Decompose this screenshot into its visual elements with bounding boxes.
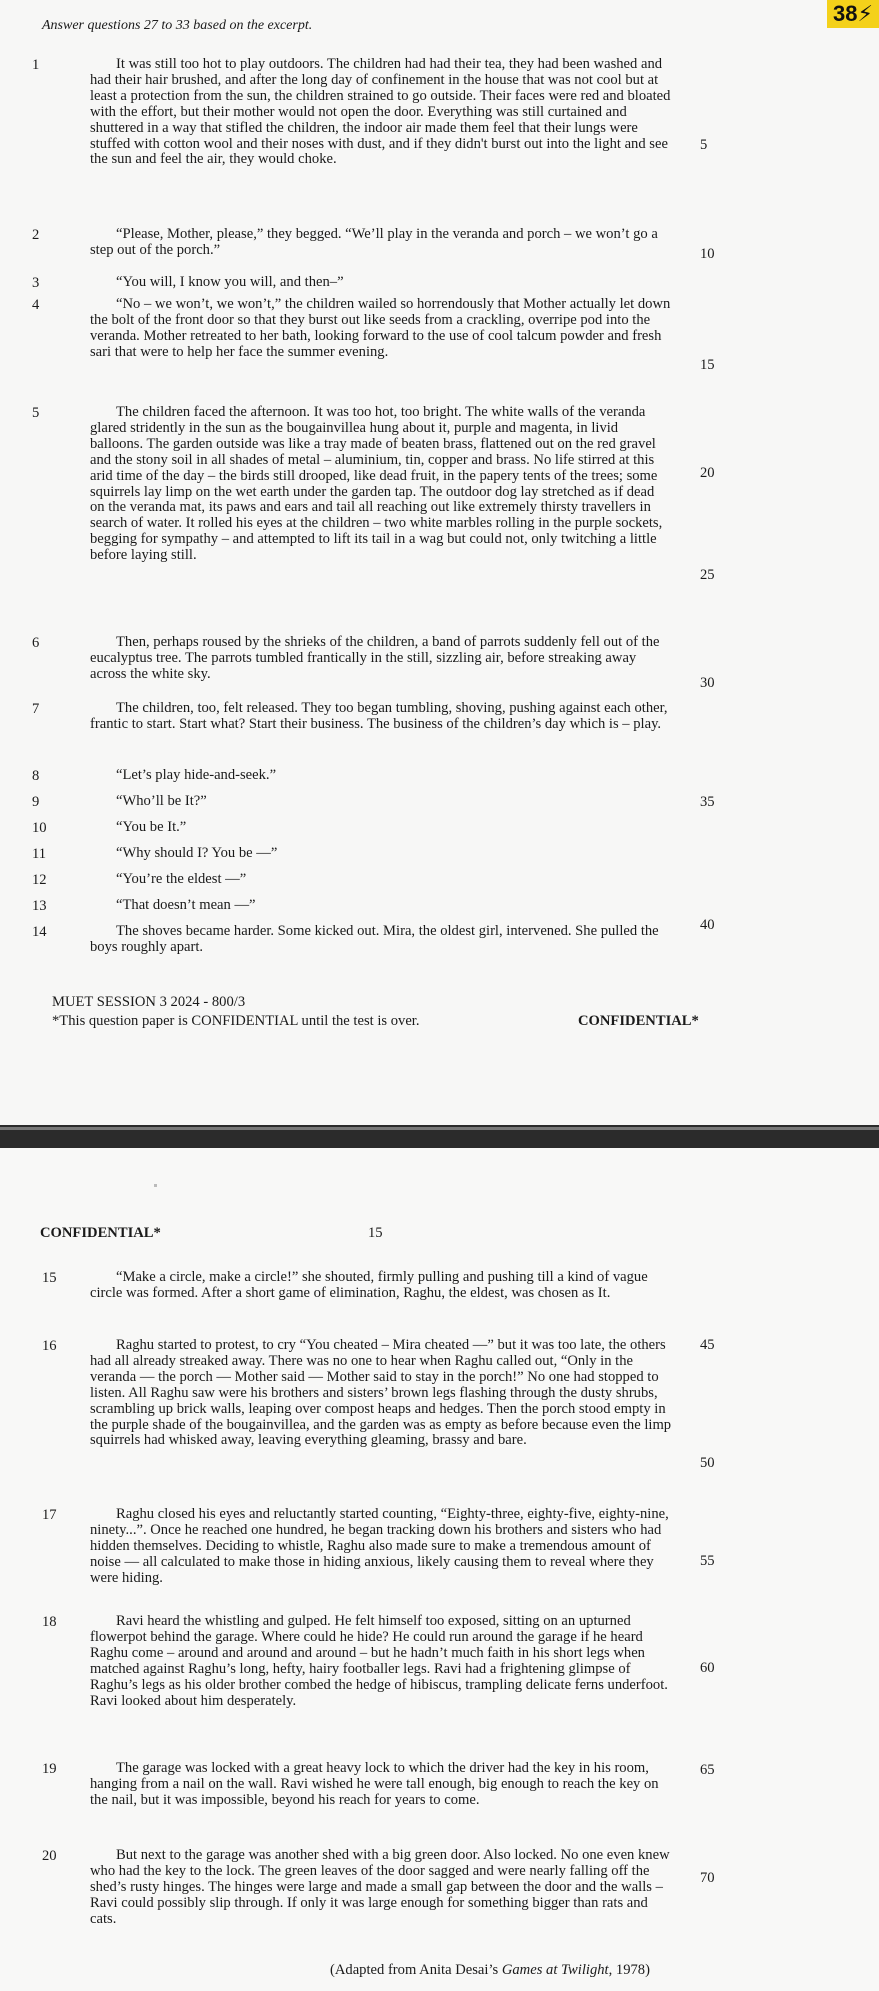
paragraph-16: Raghu started to protest, to cry “You cheated – Mira cheated —” but it was too late, the others had all already streaked away. There was no one to hear when Raghu called out, “Only in the veranda — the porch — Mother said — Mother said to stay in the porch!” No one had stopped to listen. All Raghu saw were his brothers and sisters’ brown legs flashing through the dusty shrubs, scrambling up brick walls, leaping over compost heaps and hedges. Then the porch stood empty in the purple shade of the bougainvillea, and the garden was as empty as before because even the limp squirrels had whisked away, leaving everything gleaming, brassy and bare. <box>90 1337 672 1449</box>
paragraph-number: 15 <box>42 1270 57 1286</box>
line-number: 70 <box>700 1870 715 1886</box>
paragraph-number: 14 <box>32 924 47 940</box>
line-number: 45 <box>700 1337 715 1353</box>
page-number: 15 <box>368 1225 383 1241</box>
paragraph-12: “You’re the eldest —” <box>116 871 247 887</box>
paragraph-15: “Make a circle, make a circle!” she shouted, firmly pulling and pushing till a kind of vague circle was formed. After a short game of elimination, Raghu, the eldest, was chosen as It. <box>90 1269 648 1301</box>
line-number: 65 <box>700 1762 715 1778</box>
scan-mark <box>154 1184 157 1187</box>
line-number: 60 <box>700 1660 715 1676</box>
line-number: 55 <box>700 1553 715 1569</box>
paragraph-18: Ravi heard the whistling and gulped. He felt himself too exposed, sitting on an upturned flowerpot behind the garage. Where could he hide? He could run around the garage if he heard Raghu come – around and around and around – but he hadn’t much faith in his short legs when matched against Raghu’s long, hefty, hairy footballer legs. Ravi had a frightening glimpse of Raghu’s legs as his older brother combed the hedge of hibiscus, trampling delicate ferns underfoot. Ravi looked about him desperately. <box>90 1613 668 1709</box>
paragraph-number: 8 <box>32 768 40 784</box>
paragraph-number: 2 <box>32 227 40 243</box>
paragraph-number: 7 <box>32 701 40 717</box>
line-number: 50 <box>700 1455 715 1471</box>
paragraph-5: The children faced the afternoon. It was too hot, too bright. The white walls of the veranda glared stridently in the sun as the bougainvillea hung about it, purple and magenta, in livid balloons. The garden outside was like a tray made of beaten brass, flattened out on the red gravel and the stony soil in all shades of metal – aluminium, tin, copper and brass. No life stirred at this arid time of the day – the birds still drooped, like dead fruit, in the papery tents of the trees; some squirrels lay limp on the wet earth under the garden tap. The outdoor dog lay stretched as if dead on the veranda mat, its paws and ears and tail all reaching out like extremely thirsty travellers in search of water. It rolled his eyes at the children – two white marbles rolling in the purple sockets, begging for sympathy – and attempted to lift its tail in a wag but could not, only twitching a little before laying still. <box>90 404 663 564</box>
paragraph-number: 19 <box>42 1761 57 1777</box>
line-number: 20 <box>700 465 715 481</box>
paragraph-1: It was still too hot to play outdoors. The children had had their tea, they had been washed and had their hair brushed, and after the long day of confinement in the house that was not cool but at least a protection from the sun, the children strained to go outside. Their faces were red and bloated with the effort, but their mother would not open the door. Everything was still curtained and shuttered in a way that stifled the children, the indoor air made them feel that their lungs were stuffed with cotton wool and their noses with dust, and if they didn't burst out into the light and see the sun and feel the air, they would choke. <box>90 56 671 168</box>
paragraph-8: “Let’s play hide-and-seek.” <box>116 767 277 783</box>
paragraph-20: But next to the garage was another shed with a big green door. Also locked. No one even knew who had the key to the lock. The green leaves of the door sagged and were nearly falling off the shed’s rusty hinges. The hinges were large and made a small gap between the door and the walls – Ravi could possibly slip through. If only it was large enough for something bigger than rats and cats. <box>90 1847 670 1927</box>
line-number: 10 <box>700 246 715 262</box>
paragraph-10: “You be It.” <box>116 819 187 835</box>
paragraph-14: The shoves became harder. Some kicked out. Mira, the oldest girl, intervened. She pulled the boys roughly apart. <box>90 923 659 955</box>
paragraph-3: “You will, I know you will, and then–” <box>116 274 344 290</box>
page2-confidential: CONFIDENTIAL* <box>40 1225 161 1241</box>
paragraph-number: 13 <box>32 898 47 914</box>
paragraph-number: 6 <box>32 635 40 651</box>
source-citation: (Adapted from Anita Desai’s Games at Twilight, 1978) <box>330 1962 650 1978</box>
paragraph-number: 3 <box>32 275 40 291</box>
page-separator-line <box>0 1127 879 1130</box>
line-number: 30 <box>700 675 715 691</box>
paragraph-number: 5 <box>32 405 40 421</box>
page-badge: 38⚡ <box>827 0 879 28</box>
paragraph-11: “Why should I? You be —” <box>116 845 278 861</box>
footer-confidential-right: CONFIDENTIAL* <box>578 1013 699 1029</box>
paragraph-number: 1 <box>32 57 40 73</box>
footer-confidential-note: *This question paper is CONFIDENTIAL until the test is over. <box>52 1013 420 1029</box>
line-number: 25 <box>700 567 715 583</box>
paragraph-number: 18 <box>42 1614 57 1630</box>
paragraph-number: 4 <box>32 297 40 313</box>
paragraph-7: The children, too, felt released. They too began tumbling, shoving, pushing against each other, frantic to start. Start what? Start their business. The business of the children’s day which is – play. <box>90 700 668 732</box>
paragraph-number: 9 <box>32 794 40 810</box>
paragraph-number: 20 <box>42 1848 57 1864</box>
instruction: Answer questions 27 to 33 based on the excerpt. <box>42 18 313 33</box>
paragraph-number: 17 <box>42 1507 57 1523</box>
paragraph-number: 10 <box>32 820 47 836</box>
line-number: 5 <box>700 137 708 153</box>
paragraph-4: “No – we won’t, we won’t,” the children wailed so horrendously that Mother actually let down the bolt of the front door so that they burst out like seeds from a crackling, overripe pod into the veranda. Mother retreated to her bath, looking forward to the use of cool talcum powder and fresh sari that were to help her face the summer evening. <box>90 296 671 360</box>
paragraph-6: Then, perhaps roused by the shrieks of the children, a band of parrots suddenly fell out of the eucalyptus tree. The parrots tumbled frantically in the still, sizzling air, before streaking away across the white sky. <box>90 634 660 682</box>
paragraph-2: “Please, Mother, please,” they begged. “We’ll play in the veranda and porch – we won’t go a step out of the porch.” <box>90 226 658 258</box>
line-number: 15 <box>700 357 715 373</box>
paragraph-19: The garage was locked with a great heavy lock to which the driver had the key in his room, hanging from a nail on the wall. Ravi wished he were tall enough, big enough to reach the key on the nail, but it was impossible, beyond his reach for years to come. <box>90 1760 659 1808</box>
paragraph-number: 12 <box>32 872 47 888</box>
paragraph-number: 16 <box>42 1338 57 1354</box>
line-number: 40 <box>700 917 715 933</box>
line-number: 35 <box>700 794 715 810</box>
footer-session: MUET SESSION 3 2024 - 800/3 <box>52 994 246 1010</box>
paragraph-9: “Who’ll be It?” <box>116 793 207 809</box>
paragraph-number: 11 <box>32 846 47 862</box>
paragraph-17: Raghu closed his eyes and reluctantly started counting, “Eighty-three, eighty-five, eighty-nine, ninety...”. Once he reached one hundred, he began tracking down his brothers and sisters who had hidden themselves. Deciding to whistle, Raghu also made sure to make a tremendous amount of noise — all calculated to make those in hiding anxious, likely causing them to reveal where they were hiding. <box>90 1506 669 1586</box>
paragraph-13: “That doesn’t mean —” <box>116 897 256 913</box>
